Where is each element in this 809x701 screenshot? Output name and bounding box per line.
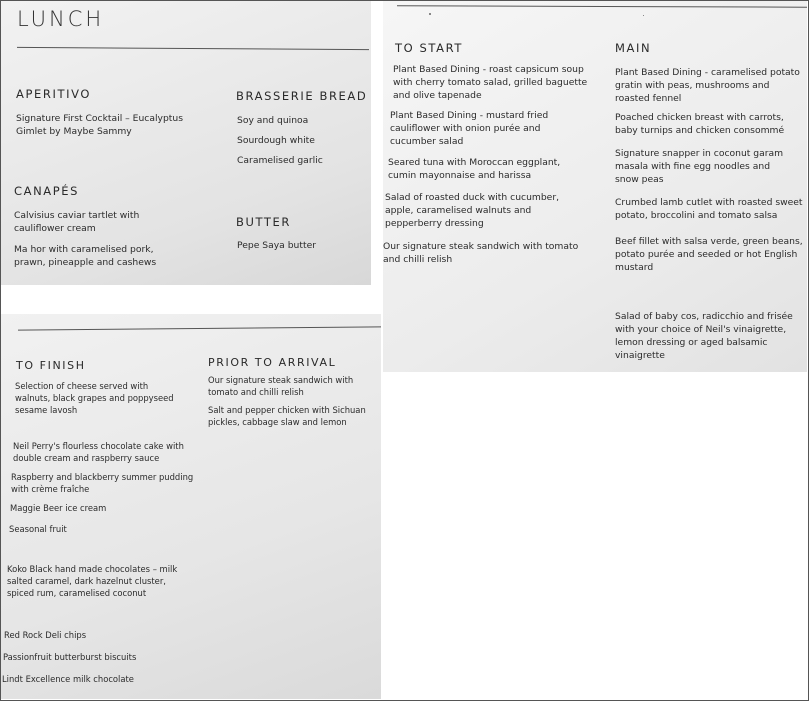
section-heading-to-finish: TO FINISH: [16, 359, 86, 372]
menu-item: Salad of roasted duck with cucumber, apple, caramelised walnuts and pepperberry dressing: [385, 192, 560, 229]
menu-item: Our signature steak sandwich with tomato and chilli relish: [383, 241, 579, 265]
menu-item: Plant Based Dining - roast capsicum soup with cherry tomato salad, grilled baguette and olive tapenade: [393, 64, 588, 101]
top-divider: [397, 5, 807, 7]
menu-item: Lindt Excellence milk chocolate: [2, 674, 134, 684]
menu-item: Salt and pepper chicken with Sichuan pickles, cabbage slaw and lemon: [208, 405, 366, 427]
page-title: LUNCH: [17, 7, 105, 31]
menu-item: Raspberry and blackberry summer pudding with crème fraîche: [11, 472, 194, 494]
menu-item: Beef fillet with salsa verde, green beans, potato purée and seeded or hot English mustard: [615, 236, 803, 273]
section-heading-prior-to-arrival: PRIOR TO ARRIVAL: [208, 356, 337, 369]
menu-item: Selection of cheese served with walnuts, black grapes and poppyseed sesame lavosh: [15, 381, 174, 415]
menu-item: Seared tuna with Moroccan eggplant, cumin mayonnaise and harissa: [388, 157, 561, 181]
menu-item: Seasonal fruit: [9, 524, 67, 534]
top-divider: [18, 326, 381, 330]
menu-item: Pepe Saya butter: [237, 240, 317, 251]
title-divider: [17, 47, 369, 50]
menu-card-finish-prior: [1, 314, 381, 699]
print-mark: [643, 15, 644, 16]
print-mark: [429, 13, 431, 15]
menu-item: Neil Perry's flourless chocolate cake with double cream and raspberry sauce: [13, 441, 184, 463]
menu-item: Ma hor with caramelised pork, prawn, pineapple and cashews: [14, 244, 157, 268]
menu-item: Sourdough white: [237, 135, 315, 146]
section-heading-to-start: TO START: [395, 41, 464, 55]
menu-item: Caramelised garlic: [237, 155, 323, 166]
menu-card-start-main: [383, 1, 807, 372]
menu-item: Koko Black hand made chocolates – milk salted caramel, dark hazelnut cluster, spiced rum, caramelised coconut: [7, 564, 178, 598]
menu-item: Plant Based Dining - mustard fried cauliflower with onion purée and cucumber salad: [390, 110, 549, 147]
menu-item: Signature First Cocktail – Eucalyptus Gimlet by Maybe Sammy: [16, 113, 184, 137]
section-heading-aperitivo: APERITIVO: [16, 87, 91, 101]
menu-item: Poached chicken breast with carrots, baby turnips and chicken consommé: [615, 112, 785, 136]
menu-item: Calvisius caviar tartlet with cauliflower cream: [14, 210, 140, 234]
menu-item: Red Rock Deli chips: [4, 630, 87, 640]
menu-item: Signature snapper in coconut garam masala with fine egg noodles and snow peas: [615, 148, 784, 185]
menu-item: Soy and quinoa: [237, 115, 309, 126]
menu-item: Salad of baby cos, radicchio and frisée with your choice of Neil's vinaigrette, lemon dressing or aged balsamic vinaigrette: [615, 311, 793, 361]
menu-item: Passionfruit butterburst biscuits: [3, 652, 137, 662]
menu-item: Maggie Beer ice cream: [10, 503, 107, 513]
menu-item: Crumbed lamb cutlet with roasted sweet potato, broccolini and tomato salsa: [615, 197, 803, 221]
menu-item: Plant Based Dining - caramelised potato gratin with peas, mushrooms and roasted fennel: [615, 67, 800, 104]
section-heading-main: MAIN: [615, 41, 652, 55]
section-heading-brasserie-bread: BRASSERIE BREAD: [236, 89, 368, 103]
menu-card-lunch: [1, 1, 371, 285]
section-heading-canapes: CANAPÉS: [14, 184, 80, 198]
menu-item: Our signature steak sandwich with tomato and chilli relish: [208, 375, 354, 397]
section-heading-butter: BUTTER: [236, 215, 292, 229]
